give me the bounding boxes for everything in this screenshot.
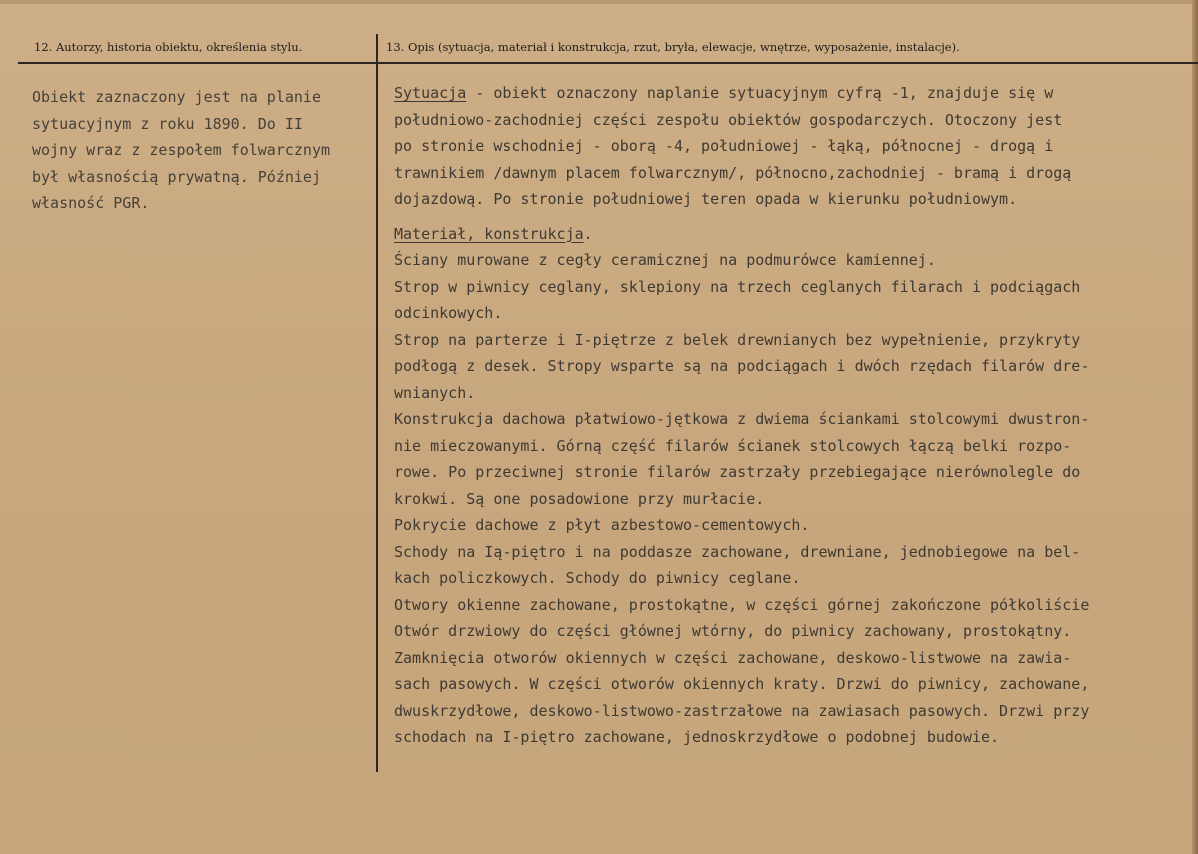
history-line: sytuacyjnym z roku 1890. Do II xyxy=(32,114,303,133)
material-line: Strop na parterze i I-piętrze z belek drewnianych bez wypełnienie, przykryty xyxy=(394,330,1081,349)
header-divider-line xyxy=(18,62,1198,64)
history-section xyxy=(32,84,374,217)
material-line: Ściany murowane z cegły ceramicznej na podmurówce kamiennej. xyxy=(394,251,936,269)
column-12-header: 12. Autorzy, historia obiektu, określenia stylu. xyxy=(34,40,303,54)
material-line: Zamknięcia otworów okiennych w części zachowane, deskowo-listwowe na zawia- xyxy=(394,648,1072,667)
column-divider-line xyxy=(376,34,378,772)
history-line: był własnością prywatną. Później xyxy=(32,167,321,186)
material-line: podłogą z desek. Stropy wsparte są na podciągach i dwóch rzędach filarów dre- xyxy=(394,357,1090,375)
history-line: własność PGR. xyxy=(32,194,150,212)
situation-line: - obiekt oznaczony naplanie sytuacyjnym cyfrą -1, znajduje się w xyxy=(466,84,1054,102)
material-line: rowe. Po przeciwnej stronie filarów zastrzały przebiegające nierównolegle do xyxy=(394,463,1081,481)
material-line: schodach na I-piętro zachowane, jednoskrzydłowe o podobnej budowie. xyxy=(394,728,1000,746)
material-line: odcinkowych. xyxy=(394,304,503,322)
material-line: Schody na Ią-piętro i na poddasze zachowane, drewniane, jednobiegowe na bel- xyxy=(394,542,1081,561)
material-line: kach policzkowych. Schody do piwnicy ceglane. xyxy=(394,569,801,587)
material-line: wnianych. xyxy=(394,383,476,402)
history-line: wojny wraz z zespołem folwarcznym xyxy=(32,141,331,159)
paper-edge-top xyxy=(0,0,1198,4)
material-line: nie mieczowanymi. Górną część filarów ścianek stolcowych łączą belki rozpo- xyxy=(394,436,1072,455)
history-line: Obiekt zaznaczony jest na planie xyxy=(32,88,321,106)
material-line: Otwór drzwiowy do części głównej wtórny, do piwnicy zachowany, prostokątny. xyxy=(394,622,1072,640)
material-heading-line xyxy=(394,221,1194,248)
material-line: Konstrukcja dachowa płatwiowo-jętkowa z dwiema ściankami stolcowymi dwustron- xyxy=(394,410,1090,428)
situation-line: po stronie wschodniej - oborą -4, południowej - łąką, północnej - drogą i xyxy=(394,137,1054,155)
situation-first-line xyxy=(394,80,1194,107)
material-line: Pokrycie dachowe z płyt azbestowo-cementowych. xyxy=(394,516,810,534)
situation-line: południowo-zachodniej części zespołu obiektów gospodarczych. Otoczony jest xyxy=(394,110,1063,129)
situation-heading: Sytuacja xyxy=(394,84,467,102)
material-heading: Materiał, konstrukcja xyxy=(394,224,584,243)
material-line: Otwory okienne zachowane, prostokątne, w części górnej zakończone półkoliście xyxy=(394,595,1090,614)
material-line: sach pasowych. W części otworów okiennych kraty. Drzwi do piwnicy, zachowane, xyxy=(394,675,1090,693)
situation-line: dojazdową. Po stronie południowej teren opada w kierunku południowym. xyxy=(394,190,1018,208)
description-section xyxy=(394,80,1194,751)
section-gap xyxy=(394,213,1194,221)
material-line: krokwi. Są one posadowione przy murłacie. xyxy=(394,489,765,508)
material-line: Strop w piwnicy ceglany, sklepiony na trzech ceglanych filarach i podciągach xyxy=(394,277,1081,296)
material-line: dwuskrzydłowe, deskowo-listwowo-zastrzałowe na zawiasach pasowych. Drzwi przy xyxy=(394,701,1090,720)
situation-line: trawnikiem /dawnym placem folwarcznym/, północno,zachodniej - bramą i drogą xyxy=(394,163,1072,182)
column-13-header: 13. Opis (sytuacja, materiał i konstrukcja, rzut, bryła, elewacje, wnętrze, wyposażenie, instalacje). xyxy=(386,40,960,54)
material-heading-suffix: . xyxy=(583,224,593,243)
